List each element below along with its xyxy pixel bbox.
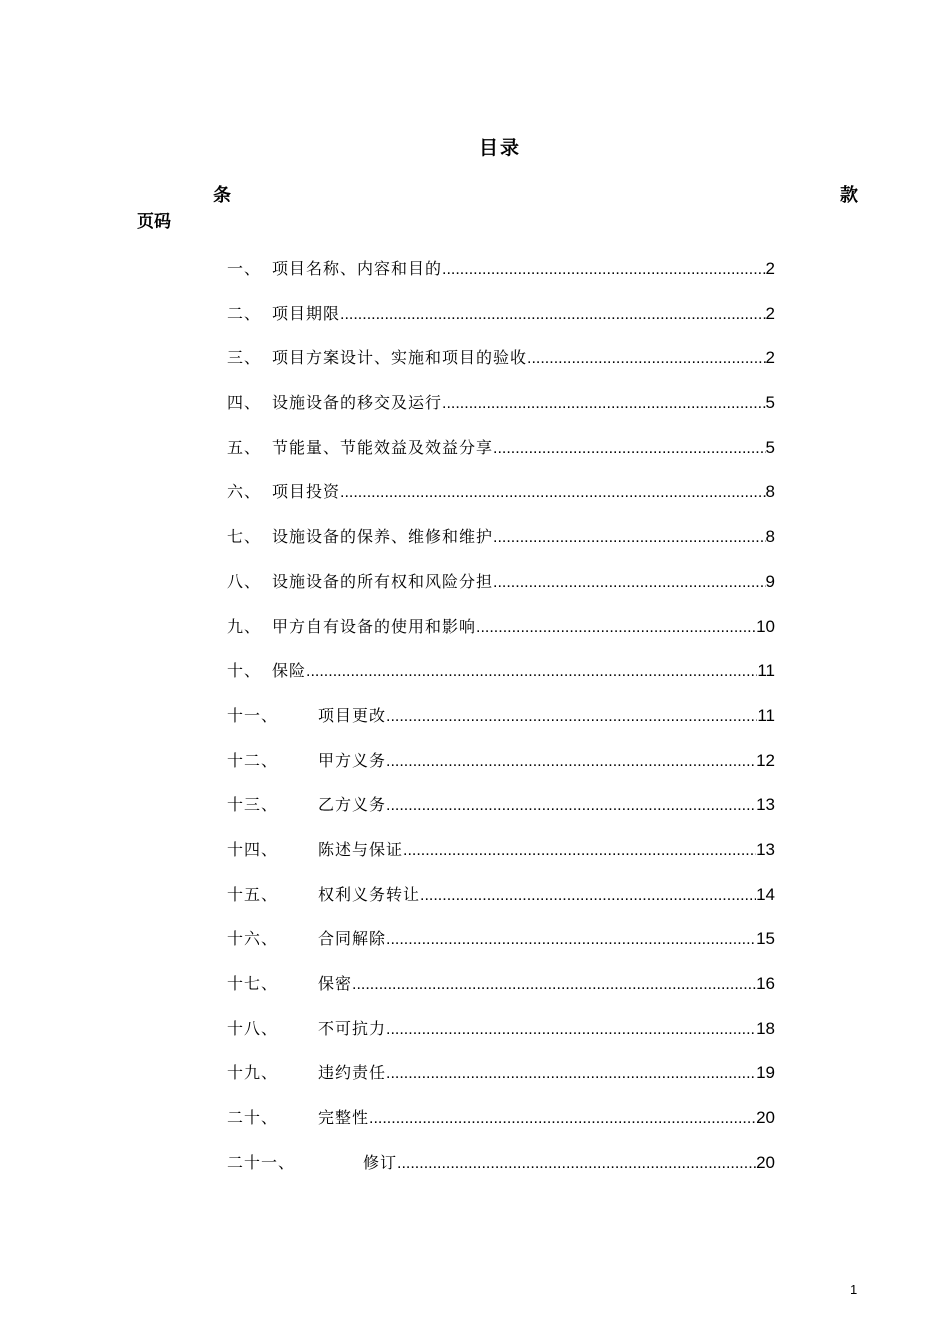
toc-leader-dots: [340, 306, 766, 324]
toc-leader-dots: [352, 976, 756, 994]
toc-entry[interactable]: [227, 256, 775, 301]
toc-leader-dots: [493, 440, 766, 458]
toc-entry-page: 18: [756, 1018, 775, 1038]
toc-entry-page: 11: [757, 705, 775, 725]
toc-leader-dots: [386, 753, 756, 771]
toc-entry-label: 违约责任: [318, 1063, 387, 1083]
toc-entry-number: 十九、: [227, 1063, 279, 1083]
toc-leader-dots: [340, 484, 766, 502]
toc-entry-label: 修订: [363, 1152, 398, 1172]
toc-entry-number: 十一、: [227, 705, 279, 725]
toc-entry-label: 不可抗力: [318, 1018, 387, 1038]
toc-entry-number: 六、: [227, 482, 262, 502]
toc-leader-dots: [397, 1155, 756, 1173]
toc-entry[interactable]: [227, 1016, 775, 1061]
toc-leader-dots: [386, 931, 756, 949]
toc-leader-dots: [369, 1110, 756, 1128]
toc-leader-dots: [476, 619, 756, 637]
toc-entry-number: 十、: [227, 661, 262, 681]
toc-entry-label: 设施设备的所有权和风险分担: [272, 571, 494, 591]
toc-entry-page: 20: [756, 1152, 775, 1172]
toc-entry[interactable]: [227, 792, 775, 837]
toc-entry[interactable]: [227, 882, 775, 927]
toc-entry-label: 乙方义务: [318, 795, 387, 815]
toc-entry[interactable]: [227, 345, 775, 390]
toc-entry-page: 2: [765, 303, 775, 323]
toc-entry-page: 2: [765, 348, 775, 368]
toc-entry-label: 保险: [272, 661, 307, 681]
toc-leader-dots: [493, 574, 766, 592]
toc-entry[interactable]: [227, 1060, 775, 1105]
toc-entry-label: 节能量、节能效益及效益分享: [272, 437, 494, 457]
toc-leader-dots: [420, 887, 756, 905]
toc-entry-number: 三、: [227, 348, 262, 368]
toc-entry-label: 陈述与保证: [318, 839, 404, 859]
toc-entry-number: 八、: [227, 571, 262, 591]
toc-entry-label: 完整性: [318, 1108, 370, 1128]
toc-leader-dots: [306, 663, 757, 681]
toc-entry-number: 十七、: [227, 974, 279, 993]
toc-entry-page: 13: [756, 839, 775, 859]
toc-entry-page: 20: [756, 1108, 775, 1128]
page-title: 目录: [478, 137, 521, 159]
toc-entry-label: 权利义务转让: [318, 884, 421, 904]
footer-page-number: 1: [850, 1282, 858, 1297]
header-clause: 条: [213, 185, 231, 206]
toc-entry-number: 十五、: [227, 884, 279, 904]
toc-entry-number: 七、: [227, 527, 262, 547]
toc-entry[interactable]: [227, 614, 775, 659]
toc-leader-dots: [386, 797, 756, 815]
toc-entry-page: 8: [765, 527, 775, 547]
toc-entry[interactable]: [227, 479, 775, 524]
toc-entry[interactable]: [227, 569, 775, 614]
header-page-number: 页码: [137, 212, 171, 232]
toc-entry-label: 设施设备的移交及运行: [272, 393, 443, 413]
toc-entry-page: 5: [765, 437, 775, 457]
toc-entry-label: 保密: [318, 974, 353, 993]
toc-entry[interactable]: [227, 524, 775, 569]
toc-entry-label: 合同解除: [318, 929, 387, 949]
toc-entry-page: 8: [765, 482, 775, 502]
toc-entry-label: 项目投资: [272, 482, 341, 502]
toc-leader-dots: [386, 1065, 756, 1083]
toc-entry-number: 五、: [227, 437, 262, 457]
toc-entry[interactable]: [227, 658, 775, 703]
toc-leader-dots: [403, 842, 756, 860]
toc-entry-label: 项目期限: [272, 303, 341, 323]
toc-entry-number: 十六、: [227, 929, 279, 949]
toc-leader-dots: [527, 350, 766, 368]
toc-entry-page: 10: [756, 616, 775, 636]
toc-entry-number: 二十一、: [227, 1152, 296, 1172]
toc-entry-label: 项目方案设计、实施和项目的验收: [272, 348, 528, 368]
toc-entry[interactable]: [227, 971, 775, 1016]
toc-entry-number: 二十、: [227, 1108, 279, 1128]
toc-entry-page: 16: [756, 974, 775, 993]
toc-entry-number: 四、: [227, 393, 262, 413]
toc-entry-page: 5: [765, 393, 775, 413]
toc-entry[interactable]: [227, 301, 775, 346]
toc-entry-page: 2: [765, 259, 775, 278]
toc-entry-number: 十二、: [227, 750, 279, 770]
toc-entry-label: 甲方义务: [318, 750, 387, 770]
toc-entry-page: 14: [756, 884, 775, 904]
toc-entry[interactable]: [227, 703, 775, 748]
toc-entry[interactable]: [227, 1150, 775, 1195]
toc-leader-dots: [386, 1021, 756, 1039]
toc-entry-number: 十四、: [227, 839, 279, 859]
toc-entry[interactable]: [227, 748, 775, 793]
toc-entry-page: 15: [756, 929, 775, 949]
toc-entry-number: 九、: [227, 616, 262, 636]
toc-leader-dots: [442, 261, 766, 279]
toc-entry-label: 项目名称、内容和目的: [272, 259, 443, 278]
table-of-contents: [227, 256, 775, 1194]
toc-entry-label: 甲方自有设备的使用和影响: [272, 616, 477, 636]
toc-entry[interactable]: [227, 390, 775, 435]
toc-entry[interactable]: [227, 926, 775, 971]
toc-entry-page: 11: [757, 661, 775, 681]
toc-entry-label: 设施设备的保养、维修和维护: [272, 527, 494, 547]
toc-entry-label: 项目更改: [318, 705, 387, 725]
toc-entry[interactable]: [227, 435, 775, 480]
toc-leader-dots: [442, 395, 766, 413]
toc-entry-page: 13: [756, 795, 775, 815]
toc-entry-page: 19: [756, 1063, 775, 1083]
toc-entry[interactable]: [227, 837, 775, 882]
toc-entry-number: 十三、: [227, 795, 279, 815]
toc-entry-page: 12: [756, 750, 775, 770]
toc-entry-number: 一、: [227, 259, 262, 278]
toc-entry-number: 十八、: [227, 1018, 279, 1038]
toc-entry-number: 二、: [227, 303, 262, 323]
toc-entry-page: 9: [765, 571, 775, 591]
toc-leader-dots: [386, 708, 757, 726]
toc-leader-dots: [493, 529, 766, 547]
toc-entry[interactable]: [227, 1105, 775, 1150]
header-kuan: 款: [840, 185, 858, 206]
